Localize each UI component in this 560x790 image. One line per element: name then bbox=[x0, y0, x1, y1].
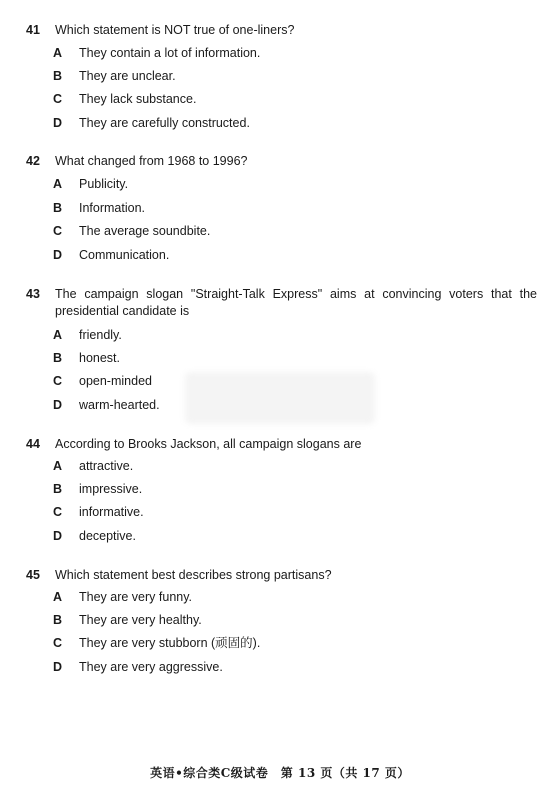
option-letter: A bbox=[53, 328, 63, 342]
option-text: warm-hearted. bbox=[79, 398, 160, 412]
option-text: deceptive. bbox=[79, 529, 136, 543]
option-text: informative. bbox=[79, 505, 144, 519]
option-letter: C bbox=[53, 505, 63, 519]
question-number: 44 bbox=[26, 437, 40, 451]
option-a bbox=[0, 175, 560, 193]
option-text: They are unclear. bbox=[79, 69, 176, 83]
option-letter: B bbox=[53, 201, 63, 215]
option-letter: C bbox=[53, 636, 63, 650]
question-text: According to Brooks Jackson, all campaign slogans are bbox=[55, 437, 362, 451]
question-text: Which statement is NOT true of one-liners? bbox=[55, 23, 295, 37]
option-text: They lack substance. bbox=[79, 92, 197, 106]
option-b bbox=[0, 67, 560, 85]
option-letter: C bbox=[53, 224, 63, 238]
option-b bbox=[0, 349, 560, 367]
option-d bbox=[0, 396, 560, 414]
option-letter: B bbox=[53, 482, 63, 496]
option-text: attractive. bbox=[79, 459, 134, 473]
option-text: impressive. bbox=[79, 482, 143, 496]
option-text: Publicity. bbox=[79, 177, 129, 191]
option-text: Communication. bbox=[79, 248, 170, 262]
option-c bbox=[0, 372, 560, 390]
option-text: friendly. bbox=[79, 328, 122, 342]
option-text: They are very stubborn (顽固的). bbox=[79, 636, 261, 650]
option-letter: A bbox=[53, 177, 63, 191]
option-text: Information. bbox=[79, 201, 146, 215]
option-letter: B bbox=[53, 69, 63, 83]
option-letter: B bbox=[53, 351, 63, 365]
option-text: honest. bbox=[79, 351, 121, 365]
option-a bbox=[0, 457, 560, 475]
option-c bbox=[0, 503, 560, 521]
option-text: The average soundbite. bbox=[79, 224, 211, 238]
option-letter: D bbox=[53, 529, 63, 543]
option-c bbox=[0, 634, 560, 652]
option-letter: C bbox=[53, 374, 63, 388]
option-d bbox=[0, 114, 560, 132]
option-c bbox=[0, 90, 560, 108]
option-letter: D bbox=[53, 116, 63, 130]
option-c bbox=[0, 222, 560, 240]
option-letter: A bbox=[53, 590, 63, 604]
option-a bbox=[0, 44, 560, 62]
question-number: 45 bbox=[26, 568, 40, 582]
option-text: They are very aggressive. bbox=[79, 660, 223, 674]
option-letter: C bbox=[53, 92, 63, 106]
option-text: open-minded bbox=[79, 374, 152, 388]
question-text: Which statement best describes strong partisans? bbox=[55, 568, 332, 582]
option-a bbox=[0, 588, 560, 606]
question-number: 42 bbox=[26, 154, 40, 168]
option-letter: A bbox=[53, 459, 63, 473]
option-letter: D bbox=[53, 398, 63, 412]
option-letter: A bbox=[53, 46, 63, 60]
question-text: What changed from 1968 to 1996? bbox=[55, 154, 248, 168]
question-number: 43 bbox=[26, 287, 40, 301]
question-text: The campaign slogan "Straight-Talk Express" aims at convincing voters that the presidential candidate is bbox=[55, 287, 537, 318]
option-text: They are very healthy. bbox=[79, 613, 202, 627]
option-text: They contain a lot of information. bbox=[79, 46, 261, 60]
option-d bbox=[0, 527, 560, 545]
option-b bbox=[0, 480, 560, 498]
option-letter: B bbox=[53, 613, 63, 627]
option-b bbox=[0, 199, 560, 217]
option-a bbox=[0, 326, 560, 344]
page-footer: 英语•综合类C级试卷 第 13 页（共 17 页） bbox=[150, 766, 410, 780]
option-b bbox=[0, 611, 560, 629]
option-d bbox=[0, 658, 560, 676]
option-text: They are very funny. bbox=[79, 590, 193, 604]
option-text: They are carefully constructed. bbox=[79, 116, 250, 130]
option-letter: D bbox=[53, 660, 63, 674]
option-d bbox=[0, 246, 560, 264]
option-letter: D bbox=[53, 248, 63, 262]
question-number: 41 bbox=[26, 23, 40, 37]
